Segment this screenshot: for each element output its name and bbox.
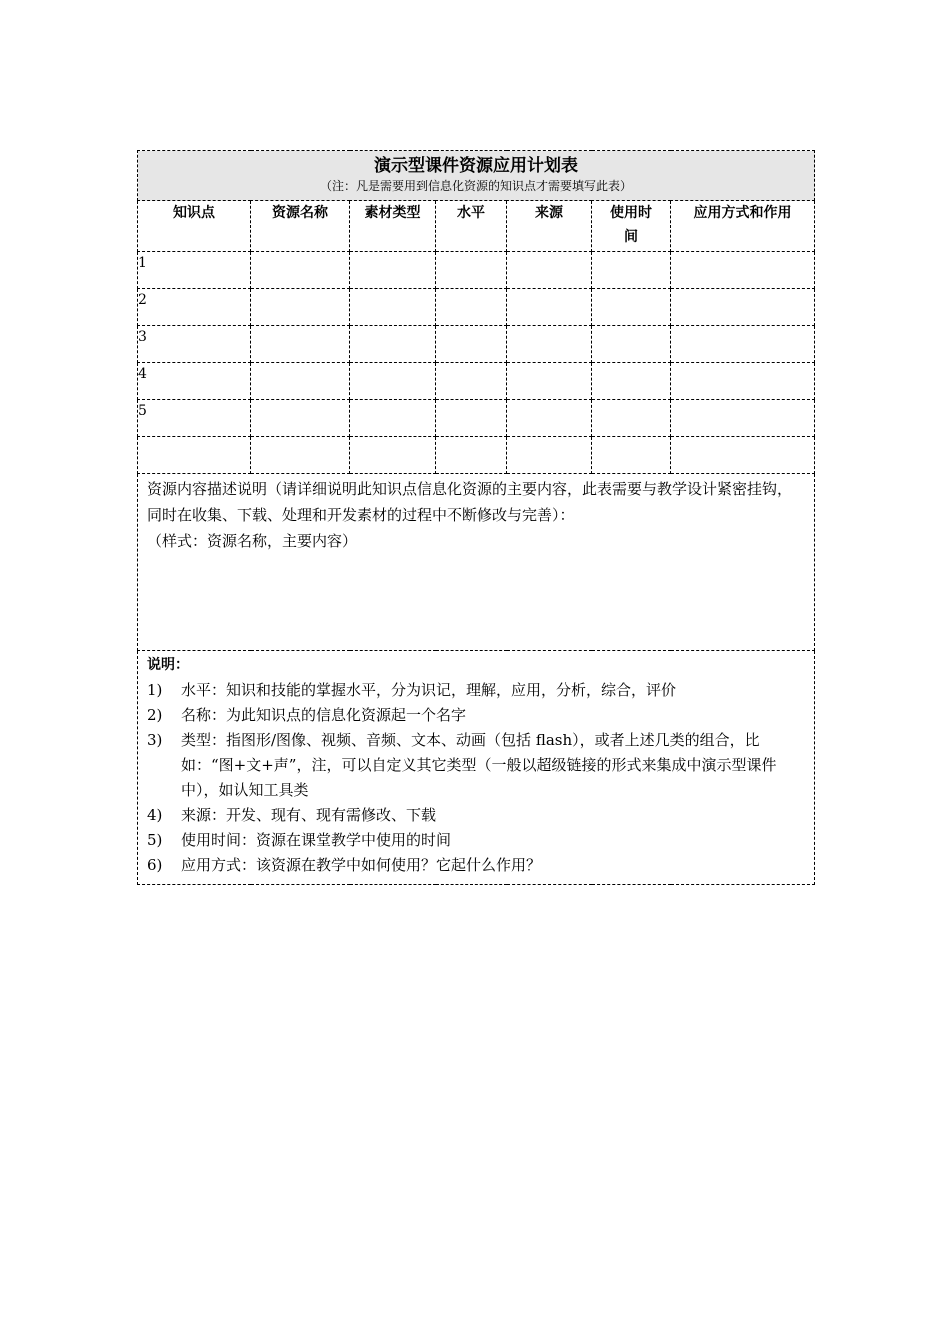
header-cell: 使用时间 (592, 201, 671, 252)
header-cell: 应用方式和作用 (671, 201, 815, 252)
table-cell[interactable] (350, 363, 436, 400)
row-number: 3 (138, 326, 251, 363)
header-cell: 水平 (436, 201, 507, 252)
page-title: 演示型课件资源应用计划表 (374, 156, 579, 176)
table-cell[interactable] (592, 437, 671, 474)
row-number (138, 437, 251, 474)
row-number: 5 (138, 400, 251, 437)
table-cell[interactable] (436, 326, 507, 363)
table-cell[interactable] (251, 326, 350, 363)
explanation-item (147, 828, 806, 853)
title-cell (138, 151, 815, 201)
header-row (138, 201, 815, 252)
item-number: 5) (147, 831, 163, 849)
table-cell[interactable] (350, 400, 436, 437)
table-cell[interactable] (671, 252, 815, 289)
item-number: 6) (147, 856, 163, 874)
table-cell[interactable] (671, 437, 815, 474)
row-number: 1 (138, 252, 251, 289)
explanation-item (147, 853, 806, 878)
table-row (138, 363, 815, 400)
table-cell[interactable] (507, 252, 592, 289)
item-number: 1) (147, 681, 163, 699)
table-cell[interactable] (350, 326, 436, 363)
table-cell[interactable] (507, 326, 592, 363)
table-cell[interactable] (592, 400, 671, 437)
item-number: 3) (147, 731, 163, 749)
row-number: 2 (138, 289, 251, 326)
item-text: 应用方式：该资源在教学中如何使用？它起什么作用？ (181, 856, 542, 874)
table-row (138, 437, 815, 474)
explanation-item (147, 678, 806, 703)
item-number: 4) (147, 806, 163, 824)
table-cell[interactable] (350, 437, 436, 474)
header-cell: 素材类型 (350, 201, 436, 252)
description-cell[interactable] (138, 474, 815, 651)
table-cell[interactable] (592, 252, 671, 289)
item-number: 2) (147, 706, 163, 724)
explanation-item (147, 703, 806, 728)
item-text: 来源：开发、现有、现有需修改、下载 (181, 806, 437, 824)
explanation-title: 说明： (147, 657, 189, 673)
item-text: 类型：指图形/图像、视频、音频、文本、动画（包括 flash），或者上述几类的组合，比如：“图+文+声”，注，可以自定义其它类型（一般以超级链接的形式来集成中演示型课件中），如认知工具类 (181, 731, 777, 799)
resource-plan-table (137, 150, 815, 885)
header-cell: 来源 (507, 201, 592, 252)
table-cell[interactable] (671, 289, 815, 326)
table-cell[interactable] (671, 326, 815, 363)
table-cell[interactable] (436, 252, 507, 289)
row-number: 4 (138, 363, 251, 400)
table-cell[interactable] (251, 400, 350, 437)
table-cell[interactable] (507, 289, 592, 326)
item-text: 使用时间：资源在课堂教学中使用的时间 (181, 831, 452, 849)
table-cell[interactable] (592, 363, 671, 400)
table-cell[interactable] (251, 437, 350, 474)
table-cell[interactable] (436, 400, 507, 437)
table-row (138, 252, 815, 289)
table-cell[interactable] (251, 252, 350, 289)
table-cell[interactable] (671, 400, 815, 437)
header-cell: 资源名称 (251, 201, 350, 252)
table-cell[interactable] (507, 437, 592, 474)
table-row (138, 326, 815, 363)
table-cell[interactable] (251, 289, 350, 326)
title-note: （注：凡是需要用到信息化资源的知识点才需要填写此表） (320, 179, 633, 193)
table-cell[interactable] (251, 363, 350, 400)
table-cell[interactable] (436, 437, 507, 474)
table-cell[interactable] (507, 363, 592, 400)
table-cell[interactable] (592, 289, 671, 326)
table-cell[interactable] (507, 400, 592, 437)
description-instruction: 资源内容描述说明（请详细说明此知识点信息化资源的主要内容，此表需要与教学设计紧密挂钩，同时在收集、下载、处理和开发素材的过程中不断修改与完善）： (147, 480, 793, 524)
table-cell[interactable] (671, 363, 815, 400)
table-cell[interactable] (350, 252, 436, 289)
header-cell: 知识点 (138, 201, 251, 252)
item-text: 水平：知识和技能的掌握水平，分为识记，理解，应用，分析，综合，评价 (181, 681, 677, 699)
explanation-item (147, 728, 806, 803)
table-cell[interactable] (436, 363, 507, 400)
table-cell[interactable] (350, 289, 436, 326)
explanation-item (147, 803, 806, 828)
table-cell[interactable] (436, 289, 507, 326)
explanation-cell (138, 651, 815, 885)
table-row (138, 289, 815, 326)
item-text: 名称：为此知识点的信息化资源起一个名字 (181, 706, 467, 724)
description-format: （样式：资源名称，主要内容） (147, 532, 358, 550)
table-row (138, 400, 815, 437)
table-cell[interactable] (592, 326, 671, 363)
